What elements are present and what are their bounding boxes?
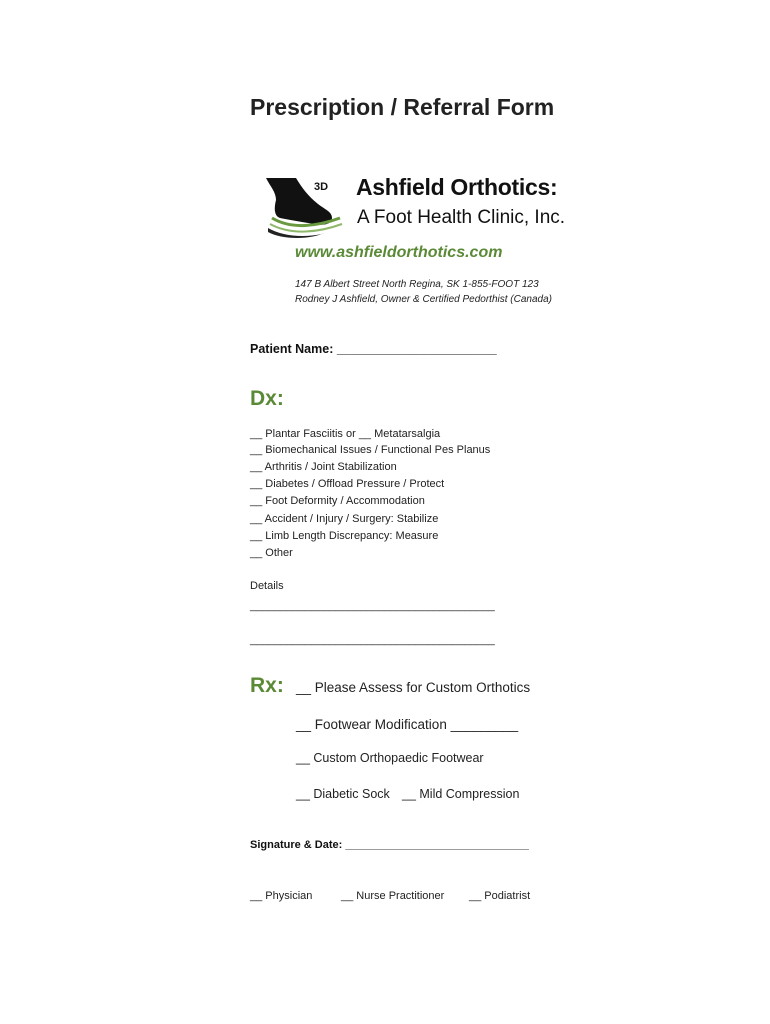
clinic-subtitle: A Foot Health Clinic, Inc.: [357, 207, 566, 228]
foot-logo-icon: [262, 174, 348, 240]
dx-checkbox-item[interactable]: __ Accident / Injury / Surgery: Stabilize: [250, 513, 439, 525]
dx-checkbox-item[interactable]: __ Limb Length Discrepancy: Measure: [250, 530, 439, 542]
form-title: Prescription / Referral Form: [250, 94, 555, 120]
practitioner-physician[interactable]: __ Physician: [250, 890, 313, 902]
clinic-website-link[interactable]: www.ashfieldorthotics.com: [295, 244, 503, 261]
dx-checkbox-item[interactable]: __ Diabetes / Offload Pressure / Protect: [250, 478, 445, 490]
logo-badge: 3D: [314, 181, 329, 193]
dx-checkbox-item[interactable]: __ Arthritis / Joint Stabilization: [250, 461, 397, 473]
patient-name-field[interactable]: Patient Name: _______________________: [250, 342, 497, 356]
dx-checkbox-item[interactable]: __ Other: [250, 547, 293, 559]
practitioner-nurse[interactable]: __ Nurse Practitioner: [341, 890, 445, 902]
rx-footwear-modification[interactable]: __ Footwear Modification _________: [296, 717, 519, 732]
dx-checkbox-item[interactable]: __ Foot Deformity / Accommodation: [250, 495, 425, 507]
details-label: Details: [250, 580, 284, 592]
rx-assess-orthotics[interactable]: __ Please Assess for Custom Orthotics: [296, 680, 531, 695]
dx-checkbox-item[interactable]: __ Biomechanical Issues / Functional Pes Planus: [250, 444, 491, 456]
rx-custom-footwear[interactable]: __ Custom Orthopaedic Footwear: [296, 751, 484, 765]
rx-diabetic-sock[interactable]: __ Diabetic Sock: [296, 787, 390, 801]
rx-mild-compression[interactable]: __ Mild Compression: [402, 787, 520, 801]
dx-heading: Dx:: [250, 387, 284, 410]
clinic-owner: Rodney J Ashfield, Owner & Certified Pedorthist (Canada): [295, 294, 552, 305]
details-line-2[interactable]: ________________________________________: [250, 634, 495, 646]
signature-date-field[interactable]: Signature & Date: ______________________________: [250, 839, 529, 851]
clinic-name: Ashfield Orthotics:: [356, 174, 558, 200]
clinic-address: 147 B Albert Street North Regina, SK 1-855-FOOT 123: [295, 279, 539, 290]
practitioner-podiatrist[interactable]: __ Podiatrist: [469, 890, 531, 902]
dx-checkbox-item[interactable]: __ Plantar Fasciitis or __ Metatarsalgia: [250, 428, 441, 440]
rx-heading: Rx:: [250, 674, 284, 697]
details-line-1[interactable]: ________________________________________: [250, 600, 495, 612]
